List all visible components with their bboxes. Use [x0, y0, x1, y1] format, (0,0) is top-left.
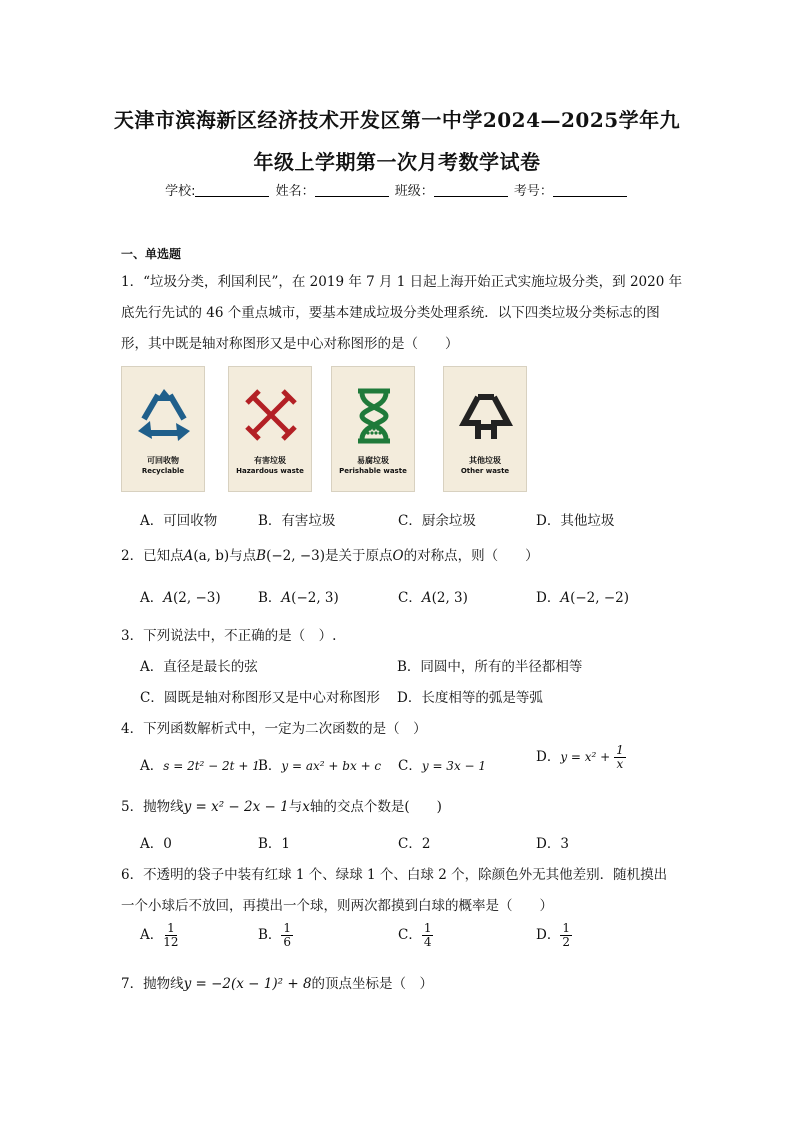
q5-expr: y = x² − 2x − 1	[183, 799, 289, 815]
section-heading: 一、单选题	[121, 247, 182, 261]
number-blank[interactable]	[553, 184, 627, 197]
q1-option-a[interactable]: A．可回收物	[140, 513, 218, 529]
q2-option-b[interactable]: B．A(−2, 3)	[258, 590, 339, 606]
q6-stem-line1: 6．不透明的袋子中装有红球 1 个、绿球 1 个、白球 2 个，除颜色外无其他差别．随机摸出	[121, 867, 668, 883]
school-blank[interactable]	[195, 184, 269, 197]
other-waste-icon	[456, 385, 516, 447]
q1-option-c[interactable]: C．厨余垃圾	[398, 513, 476, 529]
hazard-x-icon	[241, 385, 301, 447]
recycle-icon	[134, 385, 194, 447]
q3-option-c[interactable]: C．圆既是轴对称图形又是中心对称图形	[140, 690, 380, 706]
q3-option-b[interactable]: B．同圆中，所有的半径都相等	[397, 659, 583, 675]
hazardous-en: Hazardous waste	[236, 467, 304, 475]
q5-option-c[interactable]: C．2	[398, 836, 431, 852]
q6-option-b[interactable]: B． $\frac{1}{6}$	[258, 921, 292, 949]
q1-stem-line1: 1．“垃圾分类，利国利民”，在 2019 年 7 月 1 日起上海开始正式实施垃圾分类，到 2020 年	[121, 274, 683, 290]
hazardous-sign	[228, 366, 312, 492]
recyclable-en: Recyclable	[141, 467, 185, 475]
q5-option-a[interactable]: A．0	[140, 836, 172, 852]
hazardous-cn: 有害垃圾	[254, 456, 286, 465]
q2-option-d[interactable]: D．A(−2, −2)	[536, 590, 629, 606]
perishable-en: Perishable waste	[339, 467, 407, 475]
q4-option-b[interactable]: B．y = ax² + bx + c	[258, 758, 382, 774]
recyclable-sign	[121, 366, 205, 492]
q2-mid2: 是关于原点	[325, 548, 393, 564]
q6-option-c[interactable]: C． $\frac{1}{4}$	[398, 921, 432, 949]
q2-num: 2．已知点	[121, 548, 184, 564]
school-label: 学校:	[165, 184, 196, 199]
q4-option-c[interactable]: C．y = 3x − 1	[398, 758, 487, 774]
q5-stem: 5．抛物线y = x² − 2x − 1与x轴的交点个数是( )	[121, 799, 442, 815]
q5-option-b[interactable]: B．1	[258, 836, 291, 852]
q6-option-a[interactable]: A． $\frac{1}{12}$	[140, 921, 179, 949]
q4-option-a[interactable]: A．s = 2t² − 2t + 1	[140, 758, 260, 774]
page-title-line1: 天津市滨海新区经济技术开发区第一中学2024—2025学年九	[113, 108, 681, 132]
q1-option-d[interactable]: D．其他垃圾	[536, 513, 615, 529]
q1-stem-line2: 底先行先试的 46 个重点城市，要基本建成垃圾分类处理系统．以下四类垃圾分类标志的图	[121, 305, 660, 321]
hourglass-icon	[344, 385, 404, 447]
q2-stem	[121, 544, 539, 564]
page-title-line2: 年级上学期第一次月考数学试卷	[253, 150, 541, 174]
recyclable-cn: 可回收物	[147, 456, 179, 465]
q3-stem: 3．下列说法中，不正确的是（ ）.	[121, 628, 337, 644]
q3-option-d[interactable]: D．长度相等的弧是等弧	[397, 690, 543, 706]
perishable-cn: 易腐垃圾	[357, 456, 389, 465]
perishable-sign	[331, 366, 415, 492]
q4-stem: 4．下列函数解析式中，一定为二次函数的是（ ）	[121, 721, 427, 737]
q2-point-a-coord: (a, b)	[193, 548, 230, 564]
q2-origin: O	[392, 548, 404, 564]
q2-option-a[interactable]: A．A(2, −3)	[140, 590, 221, 606]
q2-point-b-coord: (−2, −3)	[266, 548, 325, 564]
class-label: 班级：	[394, 184, 434, 199]
q6-option-d[interactable]: D． $\frac{1}{2}$	[536, 921, 570, 949]
q7-expr: y = −2(x − 1)² + 8	[183, 976, 312, 992]
q3-option-a[interactable]: A．直径是最长的弦	[140, 659, 258, 675]
q2-point-a: A	[183, 548, 194, 564]
name-blank[interactable]	[315, 184, 389, 197]
q2-end: 的对称点，则（ ）	[403, 548, 539, 564]
q2-mid: 与点	[229, 548, 257, 564]
class-blank[interactable]	[434, 184, 508, 197]
student-info-line	[0, 180, 794, 199]
q6-stem-line2: 一个小球后不放回，再摸出一个球，则两次都摸到白球的概率是（ ）	[121, 898, 553, 914]
q7-stem: 7．抛物线y = −2(x − 1)² + 8的顶点坐标是（ ）	[121, 976, 434, 992]
other-waste-sign	[443, 366, 527, 492]
q1-stem-line3: 形，其中既是轴对称图形又是中心对称图形的是（ ）	[121, 336, 459, 352]
q5-option-d[interactable]: D．3	[536, 836, 569, 852]
q4-option-d[interactable]: D．y = x² + $\frac{1}{x}$	[536, 743, 624, 771]
name-label: 姓名：	[275, 184, 315, 199]
q1-option-b[interactable]: B．有害垃圾	[258, 513, 336, 529]
other-waste-cn: 其他垃圾	[469, 456, 501, 465]
q2-point-b: B	[256, 548, 267, 564]
q2-option-c[interactable]: C．A(2, 3)	[398, 590, 468, 606]
other-waste-en: Other waste	[460, 467, 510, 475]
number-label: 考号：	[513, 184, 553, 199]
